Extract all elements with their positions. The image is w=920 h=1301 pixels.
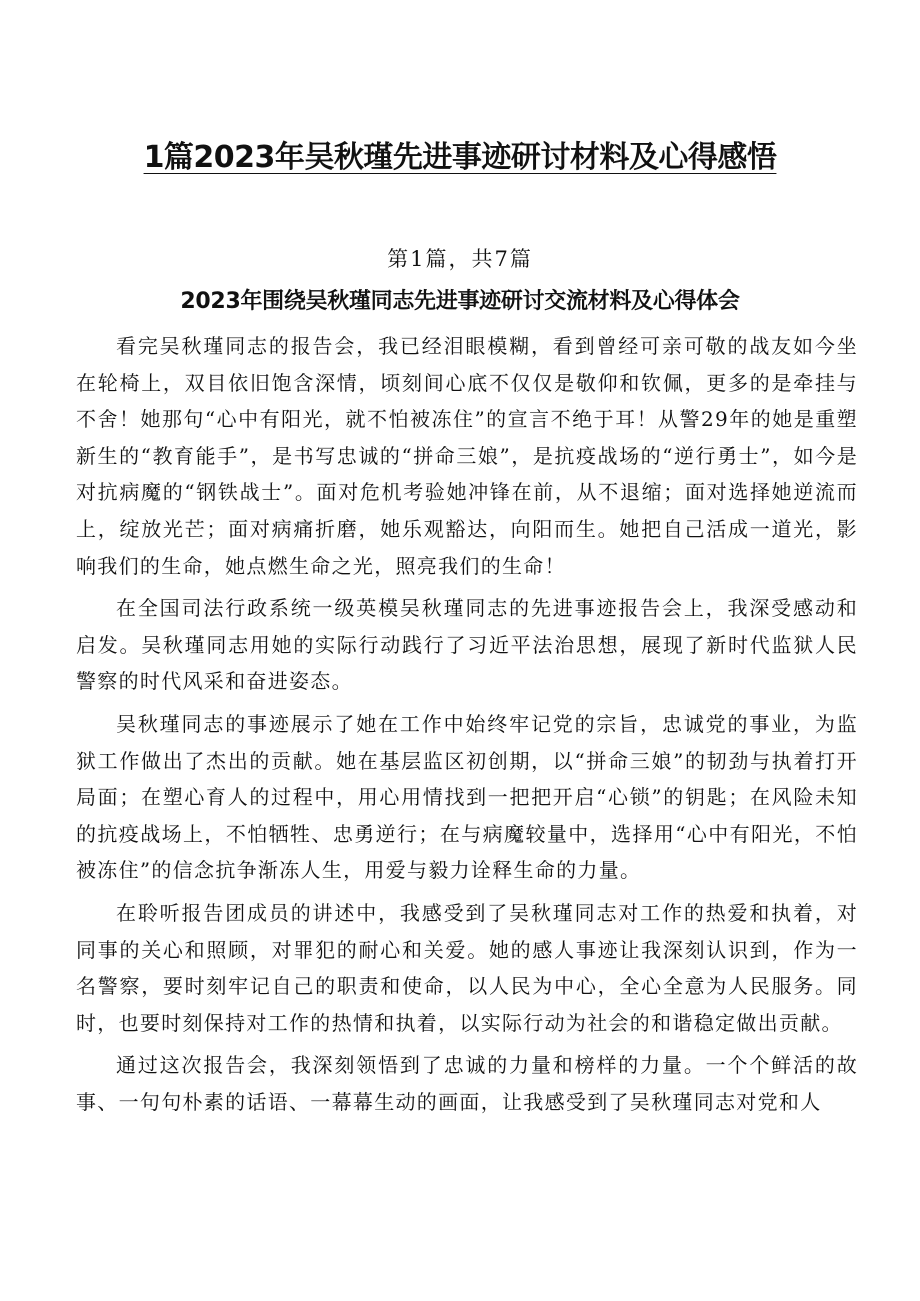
paragraph: 在全国司法行政系统一级英模吴秋瑾同志的先进事迹报告会上，我深受感动和启发。吴秋瑾同志用她的实际行动践行了习近平法治思想，展现了新时代监狱人民警察的时代风采和奋进姿态。: [76, 596, 858, 694]
paragraph: 吴秋瑾同志的事迹展示了她在工作中始终牢记党的宗旨，忠诚党的事业，为监狱工作做出了杰出的贡献。她在基层监区初创期，以“拼命三娘”的韧劲与执着打开局面；在塑心育人的过程中，用心用情找到一把把开启“心锁”的钥匙；在风险未知的抗疫战场上，不怕牺牲、忠勇逆行；在与病魔较量中，选择用“心中有阳光，不怕被冻住”的信念抗争渐冻人生，用爱与毅力诠释生命的力量。: [76, 711, 858, 883]
part-label: 第1篇，共7篇: [387, 247, 533, 271]
paragraph: 通过这次报告会，我深刻领悟到了忠诚的力量和榜样的力量。一个个鲜活的故事、一句句朴素的话语、一幕幕生动的画面，让我感受到了吴秋瑾同志对党和人: [76, 1053, 858, 1114]
paragraph: 看完吴秋瑾同志的报告会，我已经泪眼模糊，看到曾经可亲可敬的战友如今坐在轮椅上，双目依旧饱含深情，顷刻间心底不仅仅是敬仰和钦佩，更多的是牵挂与不舍！她那句“心中有阳光，就不怕被冻住”的宣言不绝于耳！从警29年的她是重塑新生的“教育能手”，是书写忠诚的“拼命三娘”，是抗疫战场的“逆行勇士”，如今是对抗病魔的“钢铁战士”。面对危机考验她冲锋在前，从不退缩；面对选择她逆流而上，绽放光芒；面对病痛折磨，她乐观豁达，向阳而生。她把自己活成一道光，影响我们的生命，她点燃生命之光，照亮我们的生命！: [76, 334, 858, 578]
body-text: [76, 328, 858, 1120]
paragraph: 在聆听报告团成员的讲述中，我感受到了吴秋瑾同志对工作的热爱和执着，对同事的关心和照顾，对罪犯的耐心和关爱。她的感人事迹让我深刻认识到，作为一名警察，要时刻牢记自己的职责和使命，以人民为中心，全心全意为人民服务。同时，也要时刻保持对工作的热情和执着，以实际行动为社会的和谐稳定做出贡献。: [76, 900, 858, 1035]
document-title-text: 1篇2023年吴秋瑾先进事迹研讨材料及心得感悟: [143, 140, 777, 175]
section-title: 2023年围绕吴秋瑾同志先进事迹研讨交流材料及心得体会: [180, 289, 740, 314]
document-title: [0, 134, 920, 182]
